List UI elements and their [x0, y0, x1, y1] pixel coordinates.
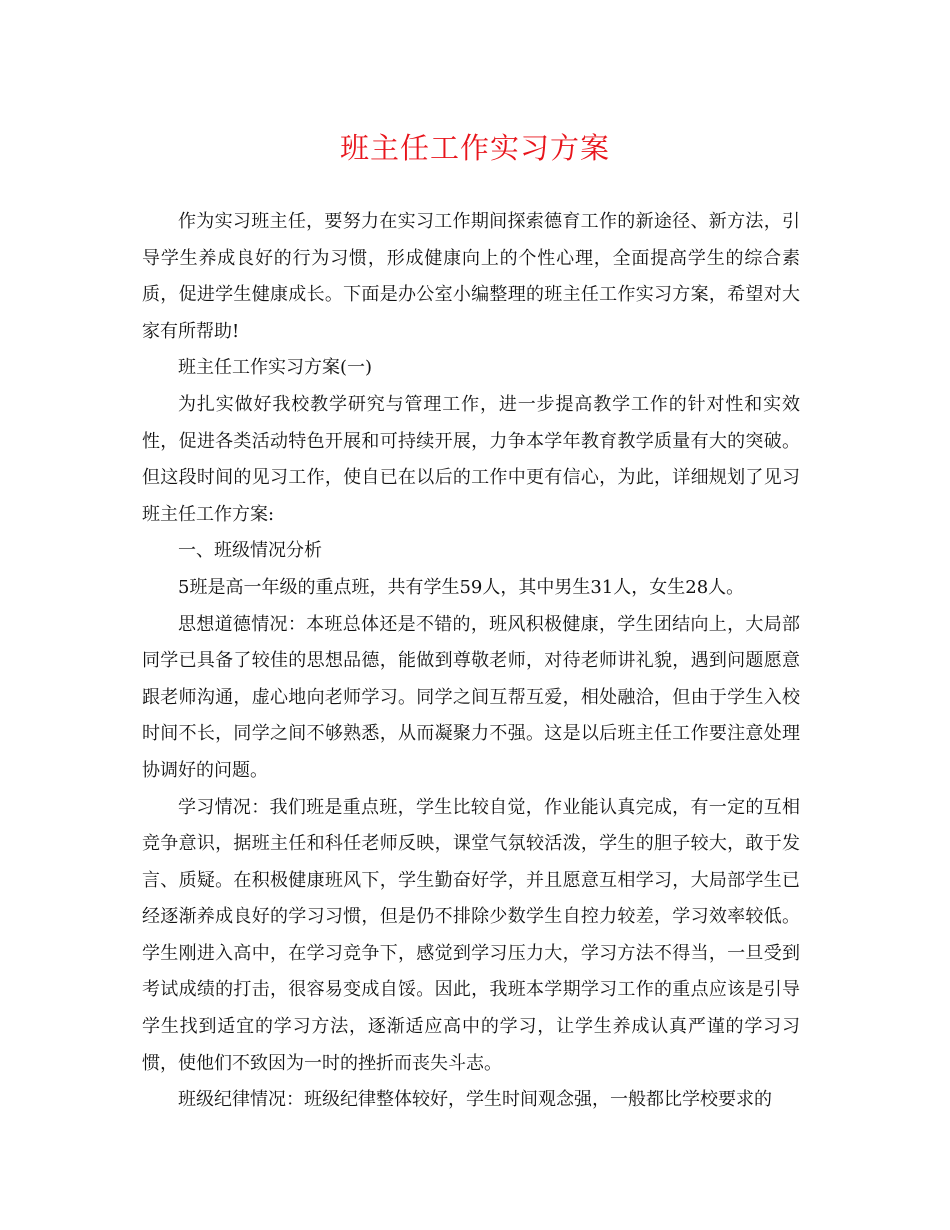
- document-body: [142, 204, 800, 1119]
- document-title: 班主任工作实习方案: [339, 131, 610, 165]
- section-heading-class-analysis: 一、班级情况分析: [178, 540, 322, 562]
- paragraph-moral-situation: 思想道德情况：本班总体还是不错的，班风积极健康，学生团结向上，大局部同学已具备了较佳的思想品德，能做到尊敬老师，对待老师讲礼貌，遇到问题愿意跟老师沟通，虚心地向老师学习。同学之间互帮互爱，相处融洽，但由于学生入校时间不长，同学之间不够熟悉，从而凝聚力不强。这是以后班主任工作要注意处理协调好的问题。: [142, 613, 800, 781]
- paragraph-intro: 作为实习班主任，要努力在实习工作期间探索德育工作的新途径、新方法，引导学生养成良好的行为习惯，形成健康向上的个性心理，全面提高学生的综合素质，促进学生健康成长。下面是办公室小编整理的班主任工作实习方案，希望对大家有所帮助!: [142, 211, 800, 342]
- paragraph-class-size: 5班是高一年级的重点班，共有学生59人，其中男生31人，女生28人。: [178, 576, 745, 598]
- section-heading-plan-one: 班主任工作实习方案(一): [178, 357, 373, 379]
- paragraph-discipline-situation: 班级纪律情况：班级纪律整体较好，学生时间观念强，一般都比学校要求的: [178, 1089, 772, 1111]
- paragraph-study-situation: 学习情况：我们班是重点班，学生比较自觉，作业能认真完成，有一定的互相竞争意识，据班主任和科任老师反映，课堂气氛较活泼，学生的胆子较大，敢于发言、质疑。在积极健康班风下，学生勤奋好学，并且愿意互相学习，大局部学生已经逐渐养成良好的学习习惯，但是仍不排除少数学生自控力较差，学习效率较低。学生刚进入高中，在学习竞争下，感觉到学习压力大，学习方法不得当，一旦受到考试成绩的打击，很容易变成自馁。因此，我班本学期学习工作的重点应该是引导学生找到适宜的学习方法，逐渐适应高中的学习，让学生养成认真严谨的学习习惯，使他们不致因为一时的挫折而丧失斗志。: [142, 796, 800, 1074]
- paragraph-purpose: 为扎实做好我校教学研究与管理工作，进一步提高教学工作的针对性和实效性，促进各类活动特色开展和可持续开展，力争本学年教育教学质量有大的突破。但这段时间的见习工作，使自已在以后的工作中更有信心，为此，详细规划了见习班主任工作方案:: [142, 393, 800, 525]
